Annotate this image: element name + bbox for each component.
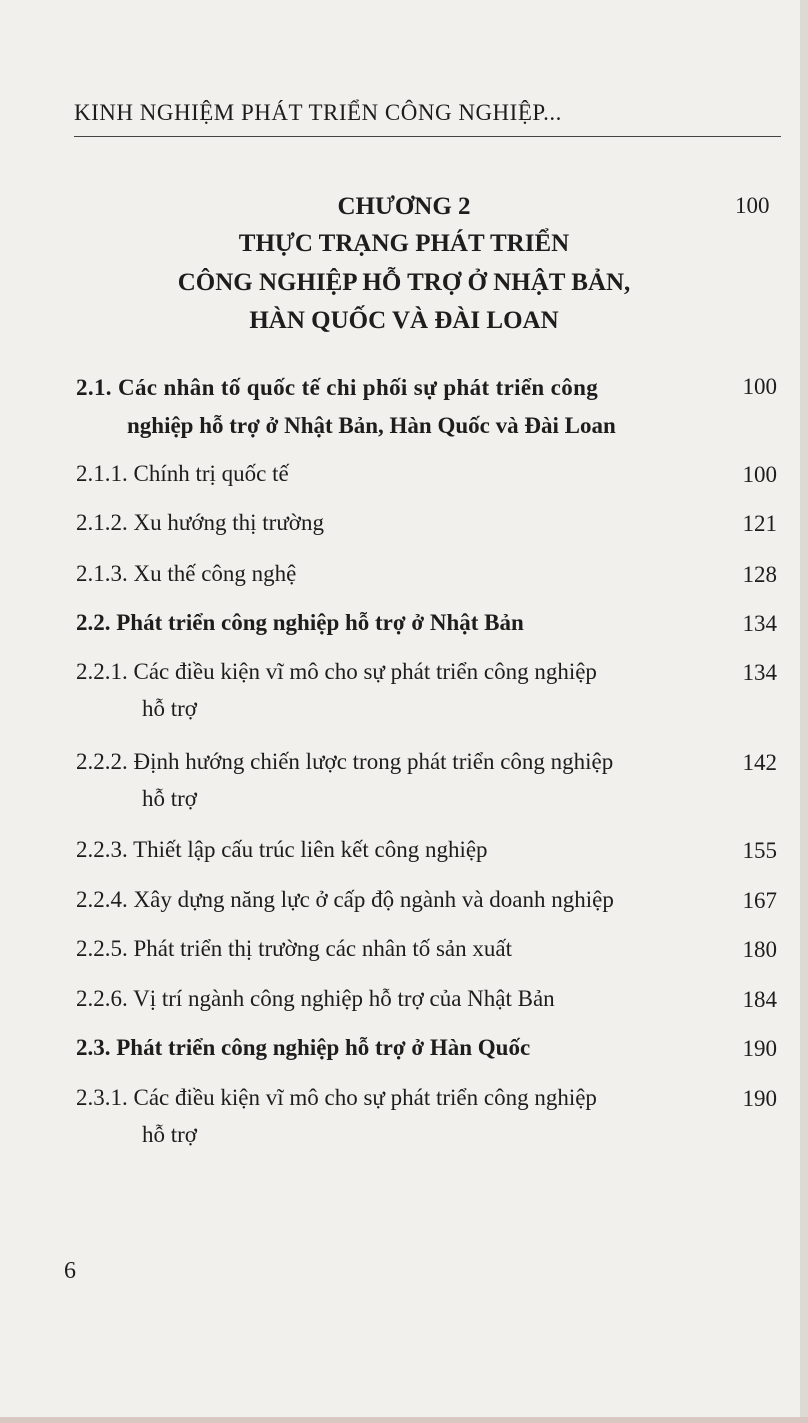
toc-entry-2-2-5: 2.2.5. Phát triển thị trường các nhân tố sản xuất [76, 936, 512, 961]
toc-entry-2-1-3: 2.1.3. Xu thế công nghệ [76, 561, 297, 586]
toc-entry-2-1-2: 2.1.2. Xu hướng thị trường [76, 510, 324, 535]
toc-page-2-2-4: 167 [742, 888, 777, 913]
toc-page-2-1: 100 [742, 374, 777, 399]
toc-entry-2-3-1: 2.3.1. Các điều kiện vĩ mô cho sự phát triển công nghiệp [76, 1085, 597, 1110]
page-number: 6 [64, 1258, 76, 1284]
chapter-title-line1: THỰC TRẠNG PHÁT TRIỂN [238, 230, 570, 257]
toc-entry-2-1-cont: nghiệp hỗ trợ ở Nhật Bản, Hàn Quốc và Đài Loan [127, 413, 616, 438]
toc-page-2-2-1: 134 [742, 660, 777, 685]
toc-page-2-2-2: 142 [742, 750, 777, 775]
chapter-title-line2: CÔNG NGHIỆP HỖ TRỢ Ở NHẬT BẢN, [177, 269, 631, 296]
toc-page-2-2-6: 184 [742, 987, 777, 1012]
toc-page-2-2-5: 180 [742, 937, 777, 962]
toc-entry-2-3-1-cont: hỗ trợ [142, 1122, 197, 1147]
toc-page-2-3-1: 190 [742, 1086, 777, 1111]
toc-page-2-2-3: 155 [742, 838, 777, 863]
toc-entry-2-2-1-cont: hỗ trợ [142, 696, 197, 721]
header-rule [74, 136, 781, 137]
chapter-label: CHƯƠNG 2 [337, 193, 471, 220]
running-header: KINH NGHIỆM PHÁT TRIỂN CÔNG NGHIỆP... [74, 100, 562, 125]
chapter-title-line3: HÀN QUỐC VÀ ĐÀI LOAN [249, 307, 559, 334]
toc-entry-2-1: 2.1. Các nhân tố quốc tế chi phối sự phát triển công [76, 375, 599, 400]
toc-entry-2-2-6: 2.2.6. Vị trí ngành công nghiệp hỗ trợ của Nhật Bản [76, 986, 555, 1011]
toc-page-2-2: 134 [742, 611, 777, 636]
toc-entry-2-2-2-cont: hỗ trợ [142, 786, 197, 811]
toc-page-2-1-3: 128 [742, 562, 777, 587]
toc-entry-2-2-3: 2.2.3. Thiết lập cấu trúc liên kết công nghiệp [76, 837, 488, 862]
toc-entry-2-2-2: 2.2.2. Định hướng chiến lược trong phát triển công nghiệp [76, 749, 614, 774]
toc-entry-2-1-1: 2.1.1. Chính trị quốc tế [76, 461, 289, 486]
chapter-page-number: 100 [735, 193, 770, 218]
toc-entry-2-2-4: 2.2.4. Xây dựng năng lực ở cấp độ ngành và doanh nghiệp [76, 887, 614, 912]
toc-entry-2-2: 2.2. Phát triển công nghiệp hỗ trợ ở Nhật Bản [76, 610, 524, 635]
page-bottom-edge [0, 1417, 808, 1423]
toc-entry-2-2-1: 2.2.1. Các điều kiện vĩ mô cho sự phát triển công nghiệp [76, 659, 597, 684]
toc-entry-2-3: 2.3. Phát triển công nghiệp hỗ trợ ở Hàn Quốc [76, 1035, 531, 1060]
toc-page-2-1-2: 121 [742, 511, 777, 536]
toc-page-2-3: 190 [742, 1036, 777, 1061]
toc-page-2-1-1: 100 [742, 462, 777, 487]
